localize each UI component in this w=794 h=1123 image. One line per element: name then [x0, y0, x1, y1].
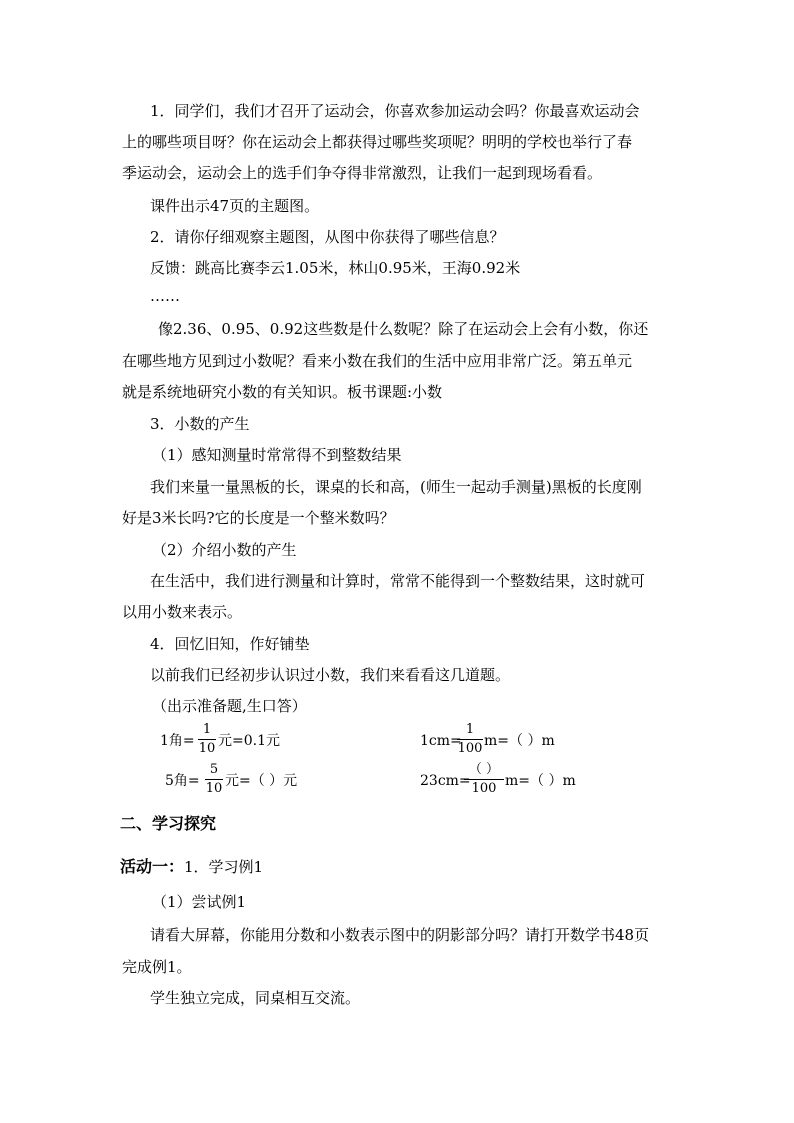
paragraph-1-line-3: 季运动会，运动会上的选手们争夺得非常激烈，让我们一起到现场看看。 — [122, 164, 603, 182]
eq2-denominator: 100 — [457, 741, 483, 756]
paragraph-4-line-1: 在生活中，我们进行测量和计算时，常常不能得到一个整数结果，这时就可 — [150, 572, 646, 590]
paragraph-2-line-1: 像2.36、0.95、0.92这些数是什么数呢？除了在运动会上会有小数，你还 — [158, 320, 649, 338]
heading-4: 4．回忆旧知，作好铺垫 — [150, 635, 310, 653]
eq4-denominator: 100 — [471, 781, 497, 796]
paragraph-3-line-2: 好是3米长吗?它的长度是一个整米数吗？ — [122, 509, 395, 527]
feedback-line: 反馈：跳高比赛李云1.05米，林山0.95米，王海0.92米 — [150, 259, 521, 277]
try-example-1: （1）尝试例1 — [152, 893, 247, 911]
paragraph-1-line-1: 1．同学们，我们才召开了运动会，你喜欢参加运动会吗？你最喜欢运动会 — [150, 102, 640, 120]
eq2-fraction-bar — [457, 739, 483, 740]
activity-1-text: 1．学习例1 — [184, 858, 264, 876]
eq2-numerator: 1 — [465, 722, 475, 737]
courseware-line: 课件出示47页的主题图。 — [150, 197, 320, 215]
heading-3: 3．小数的产生 — [150, 415, 250, 433]
eq3-denominator: 10 — [205, 781, 223, 796]
paragraph-6-line-2: 完成例1。 — [122, 958, 192, 976]
eq4-right: m=（ ）m — [505, 773, 576, 789]
eq2-fraction — [457, 722, 483, 757]
eq1-left: 1角= — [160, 733, 195, 749]
eq4-fraction-bar — [464, 779, 504, 780]
paragraph-2-line-3: 就是系统地研究小数的有关知识。板书课题:小数 — [122, 383, 443, 401]
subheading-3-2: （2）介绍小数的产生 — [152, 541, 297, 559]
paragraph-1-line-2: 上的哪些项目呀？你在运动会上都获得过哪些奖项呢？明明的学校也举行了春 — [122, 133, 633, 151]
eq3-numerator: 5 — [209, 762, 219, 777]
eq3-left: 5角= — [165, 773, 200, 789]
eq3-right: 元=（ ）元 — [225, 773, 298, 789]
paragraph-4-line-2: 以用小数来表示。 — [122, 603, 243, 621]
section-2-heading: 二、学习探究 — [120, 814, 217, 833]
eq1-numerator: 1 — [202, 722, 212, 737]
eq1-fraction-bar — [198, 739, 216, 740]
eq4-left: 23cm= — [420, 773, 471, 789]
eq3-fraction — [205, 762, 223, 797]
paragraph-5-line-1: 以前我们已经初步认识过小数，我们来看看这几道题。 — [150, 666, 511, 684]
eq1-fraction — [198, 722, 216, 757]
ellipsis-line: …… — [150, 287, 180, 305]
eq3-fraction-bar — [205, 779, 223, 780]
subheading-3-1: （1）感知测量时常常得不到整数结果 — [152, 446, 402, 464]
eq2-left: 1cm= — [420, 733, 462, 749]
prep-question-note: （出示准备题,生口答） — [152, 697, 307, 715]
paragraph-6-line-1: 请看大屏幕，你能用分数和小数表示图中的阴影部分吗？请打开数学书48页 — [150, 926, 650, 944]
eq4-fraction — [464, 762, 504, 797]
paragraph-2-line-2: 在哪些地方见到过小数呢？看来小数在我们的生活中应用非常广泛。第五单元 — [122, 352, 633, 370]
eq2-right: m=（ ）m — [484, 733, 555, 749]
activity-1-line — [120, 857, 263, 877]
eq1-denominator: 10 — [198, 741, 216, 756]
paragraph-7-line-1: 学生独立完成，同桌相互交流。 — [150, 989, 361, 1007]
eq1-right: 元=0.1元 — [218, 733, 280, 749]
activity-1-label: 活动一： — [120, 857, 185, 876]
paragraph-3-line-1: 我们来量一量黑板的长，课桌的长和高，(师生一起动手测量)黑板的长度刚 — [150, 478, 642, 496]
question-2-line: 2．请你仔细观察主题图，从图中你获得了哪些信息？ — [150, 228, 505, 246]
eq4-numerator: （ ） — [468, 762, 500, 777]
